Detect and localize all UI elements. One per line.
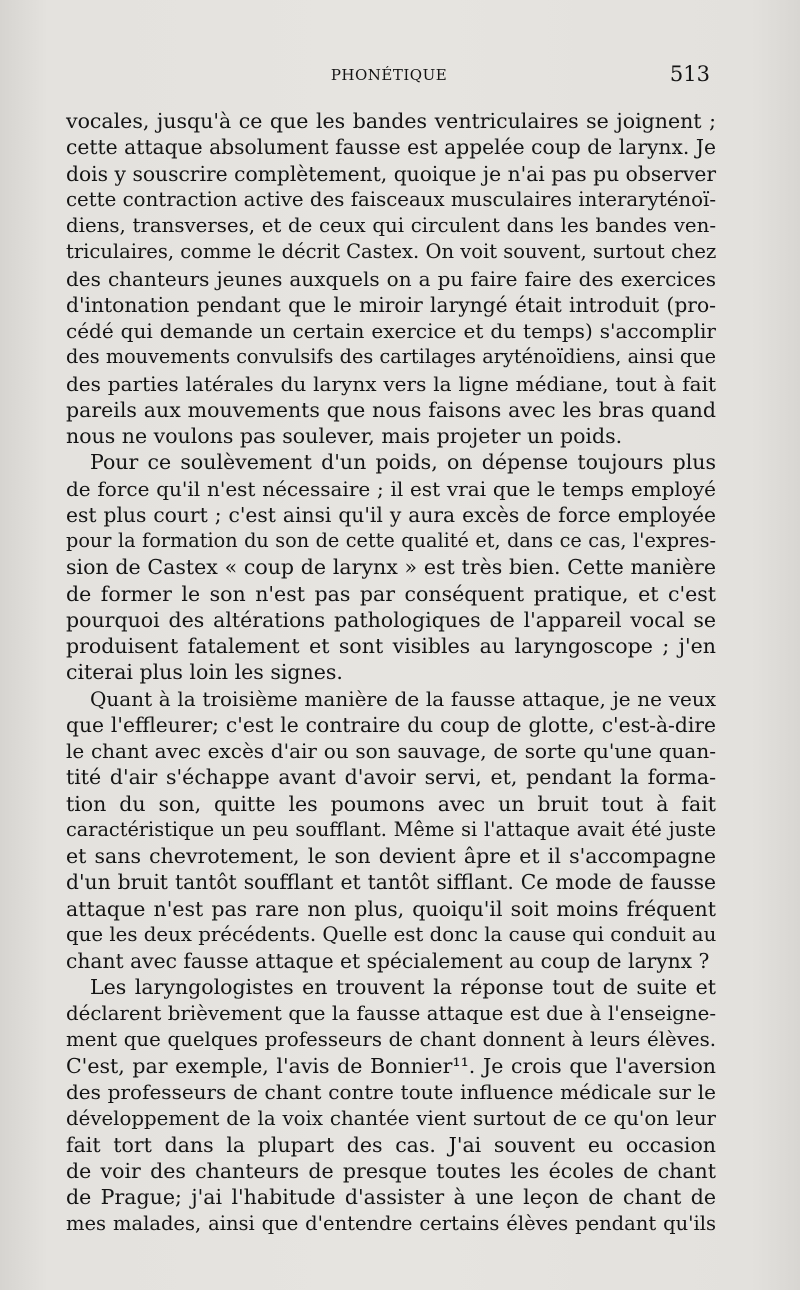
text-line: pourquoi des altérations pathologiques de l'appareil vocal se <box>66 607 716 632</box>
text-line: attaque n'est pas rare non plus, quoiqu'il soit moins fréquent <box>66 896 716 921</box>
text-line: cette contraction active des faisceaux musculaires interaryténoï- <box>66 187 716 211</box>
text-line: tité d'air s'échappe avant d'avoir servi, et, pendant la forma- <box>66 765 716 790</box>
text-line: déclarent brièvement que la fausse attaque est due à l'enseigne- <box>66 1001 716 1025</box>
paragraph-start-line: Pour ce soulèvement d'un poids, on dépense toujours plus <box>90 450 716 475</box>
text-line: le chant avec excès d'air ou son sauvage, de sorte qu'une quan- <box>66 739 716 763</box>
text-line: que l'effleurer; c'est le contraire du coup de glotte, c'est-à-dire <box>66 712 716 737</box>
text-line: est plus court ; c'est ainsi qu'il y aura excès de force employée <box>66 502 716 527</box>
text-line: que les deux précédents. Quelle est donc la cause qui conduit au <box>66 922 717 946</box>
text-line: cédé qui demande un certain exercice et du temps) s'accomplir <box>66 319 716 343</box>
text-line: ment que quelques professeurs de chant donnent à leurs élèves. <box>66 1027 716 1051</box>
paragraph-end-line: nous ne voulons pas soulever, mais projeter un poids. <box>66 424 623 448</box>
paragraph-end-line: chant avec fausse attaque et spécialement au coup de larynx ? <box>66 949 710 973</box>
text-line: des parties latérales du larynx vers la ligne médiane, tout à fait <box>66 371 716 396</box>
text-line: diens, transverses, et de ceux qui circulent dans les bandes ven- <box>66 214 716 237</box>
text-line: des professeurs de chant contre toute influence médicale sur le <box>66 1080 716 1105</box>
text-line: fait tort dans la plupart des cas. J'ai souvent eu occasion <box>66 1132 716 1157</box>
page-number: 513 <box>669 62 710 86</box>
paragraph-end-line: citerai plus loin les signes. <box>66 660 343 685</box>
text-line: pour la formation du son de cette qualité et, dans ce cas, l'expres- <box>66 529 716 552</box>
text-line: et sans chevrotement, le son devient âpre et il s'accompagne <box>66 844 716 868</box>
text-line: sion de Castex « coup de larynx » est très bien. Cette manière <box>66 555 716 580</box>
text-line: des chanteurs jeunes auxquels on a pu faire faire des exercices <box>66 266 716 291</box>
text-line: cette attaque absolument fausse est appelée coup de larynx. Je <box>66 135 716 160</box>
page-header <box>66 62 712 92</box>
text-line: développement de la voix chantée vient surtout de ce qu'on leur <box>66 1106 716 1130</box>
text-line: de former le son n'est pas par conséquent pratique, et c'est <box>66 581 716 606</box>
running-title: PHONÉTIQUE <box>330 66 448 84</box>
text-line: d'intonation pendant que le miroir laryngé était introduit (pro- <box>66 292 716 317</box>
text-line: caractéristique un peu soufflant. Même si l'attaque avait été juste <box>66 817 716 841</box>
text-line: de voir des chanteurs de presque toutes les écoles de chant <box>66 1159 716 1183</box>
text-line: mes malades, ainsi que d'entendre certains élèves pendant qu'ils <box>66 1211 716 1235</box>
text-line: vocales, jusqu'à ce que les bandes ventriculaires se joignent ; <box>66 109 716 133</box>
body-text <box>66 108 716 1237</box>
text-line: triculaires, comme le décrit Castex. On voit souvent, surtout chez <box>66 240 717 264</box>
text-line: de Prague; j'ai l'habitude d'assister à une leçon de chant de <box>66 1185 716 1210</box>
text-line: tion du son, quitte les poumons avec un bruit tout à fait <box>66 791 716 816</box>
paragraph-start-line: Quant à la troisième manière de la fausse attaque, je ne veux <box>90 686 716 711</box>
text-line: dois y souscrire complètement, quoique je n'ai pas pu observer <box>66 161 716 186</box>
text-line: pareils aux mouvements que nous faisons avec les bras quand <box>66 397 716 422</box>
text-line: C'est, par exemple, l'avis de Bonnier¹¹. Je crois que l'aversion <box>66 1054 716 1078</box>
text-line: de force qu'il n'est nécessaire ; il est vrai que le temps employé <box>66 476 716 501</box>
paragraph-start-line: Les laryngologistes en trouvent la réponse tout de suite et <box>90 975 716 1000</box>
text-line: produisent fatalement et sont visibles au laryngoscope ; j'en <box>66 634 716 658</box>
text-line: d'un bruit tantôt soufflant et tantôt sifflant. Ce mode de fausse <box>66 870 716 895</box>
text-line: des mouvements convulsifs des cartilages aryténoïdiens, ainsi que <box>66 345 716 369</box>
